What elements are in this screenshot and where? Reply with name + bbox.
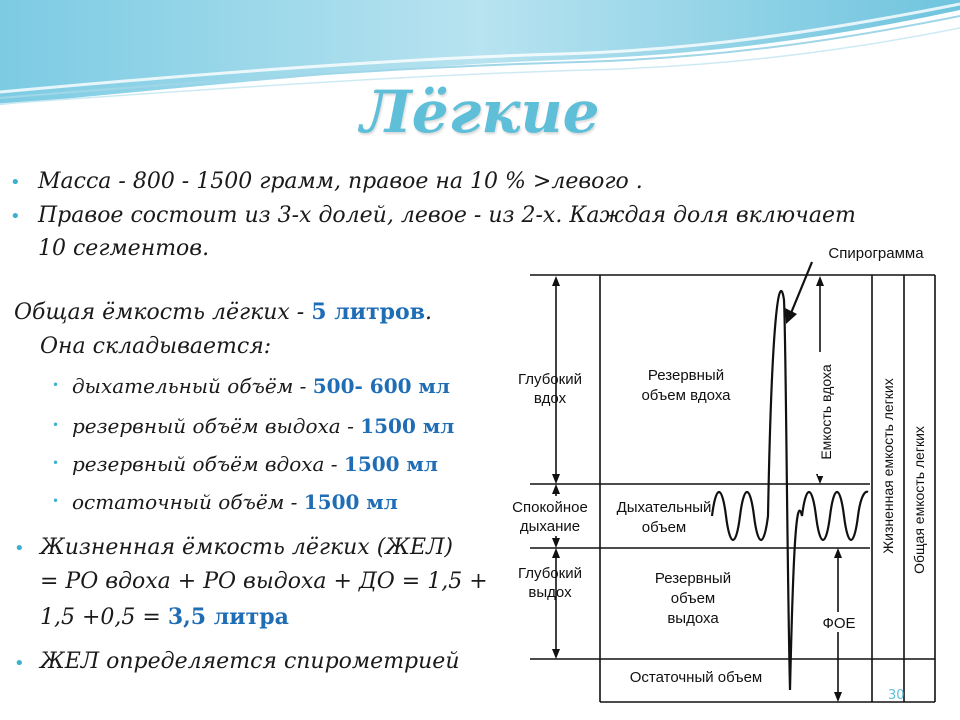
sub-item-label: резервный объём вдоха - — [72, 452, 344, 476]
sub-item-erv — [72, 408, 454, 445]
spirogram-label: Спирограмма — [828, 245, 924, 262]
deep-inhale-label-2: вдох — [533, 390, 567, 407]
sub-item-tidal — [72, 368, 450, 405]
bullet-lobes-line2: 10 сегментов. — [38, 236, 210, 261]
sub-item-label: резервный объём выдоха - — [72, 414, 361, 438]
sub-item-value: 1500 мл — [343, 452, 439, 476]
irv-label-1: Резервный — [647, 367, 725, 384]
deep-inhale-label-1: Глубокий — [518, 371, 582, 388]
tv-label-1: Дыхательный — [616, 499, 712, 516]
sub-item-label: остаточный объём - — [72, 490, 304, 514]
deep-exhale-label-2: выдох — [528, 584, 572, 601]
sub-item-label: дыхательный объём - — [72, 374, 313, 398]
total-capacity-line — [14, 296, 432, 329]
bullet-dot: • — [14, 653, 25, 674]
vital-formula: 1,5 +0,5 = — [40, 605, 168, 630]
bullet-mass: Масса - 800 - 1500 грамм, правое на 10 % >левого . — [38, 169, 643, 194]
vital-capacity-label: Жизненная емкость легких — [880, 378, 896, 554]
page-number: 30 — [888, 688, 905, 703]
deep-exhale-label-1: Глубокий — [518, 565, 582, 582]
erv-label-2: объем — [670, 590, 716, 607]
erv-label-3: выдоха — [667, 610, 719, 627]
vital-line3 — [40, 601, 289, 634]
vital-line2: = РО вдоха + РО выдоха + ДО = 1,5 + — [40, 569, 488, 594]
total-capacity-vertical-label: Общая емкость легких — [911, 426, 927, 574]
quiet-breathing-label-1: Спокойное — [512, 499, 588, 516]
sub-item-value: 1500 мл — [360, 414, 455, 438]
sub-bullet-dot: • — [52, 418, 60, 432]
spirogram-diagram — [500, 240, 960, 720]
sub-item-value: 500- 600 мл — [312, 374, 450, 398]
capacity-consists-line: Она складывается: — [40, 334, 272, 359]
sub-item-rv — [72, 484, 398, 521]
sub-bullet-dot: • — [52, 494, 60, 508]
total-capacity-value: 5 литров — [311, 299, 426, 325]
vital-line1: Жизненная ёмкость лёгких (ЖЕЛ) — [40, 535, 454, 560]
quiet-breathing-label-2: дыхание — [519, 518, 581, 535]
inspiratory-capacity-label: Емкость вдоха — [818, 364, 834, 460]
sub-bullet-dot: • — [52, 378, 60, 392]
erv-label-1: Резервный — [654, 570, 732, 587]
frc-label: ФОЕ — [822, 615, 856, 632]
bullet-dot: • — [14, 538, 25, 559]
vital-spirometry: ЖЕЛ определяется спирометрией — [40, 649, 460, 674]
bullet-dot: • — [10, 206, 21, 227]
total-capacity-label: Общая ёмкость лёгких - — [14, 300, 312, 325]
irv-label-2: объем вдоха — [641, 387, 731, 404]
bullet-dot: • — [10, 172, 21, 193]
total-capacity-suffix: . — [425, 300, 433, 325]
tv-label-2: объем — [641, 519, 687, 536]
sub-item-irv — [72, 446, 438, 483]
bullet-lobes-line1: Правое состоит из 3-х долей, левое - из 2-х. Каждая доля включает — [38, 203, 856, 228]
slide-title: Лёгкие — [360, 78, 600, 146]
sub-bullet-dot: • — [52, 456, 60, 470]
sub-item-value: 1500 мл — [303, 490, 398, 514]
rv-label: Остаточный объем — [629, 669, 763, 686]
vital-value: 3,5 литра — [167, 604, 289, 630]
spirogram-pointer — [789, 262, 812, 318]
